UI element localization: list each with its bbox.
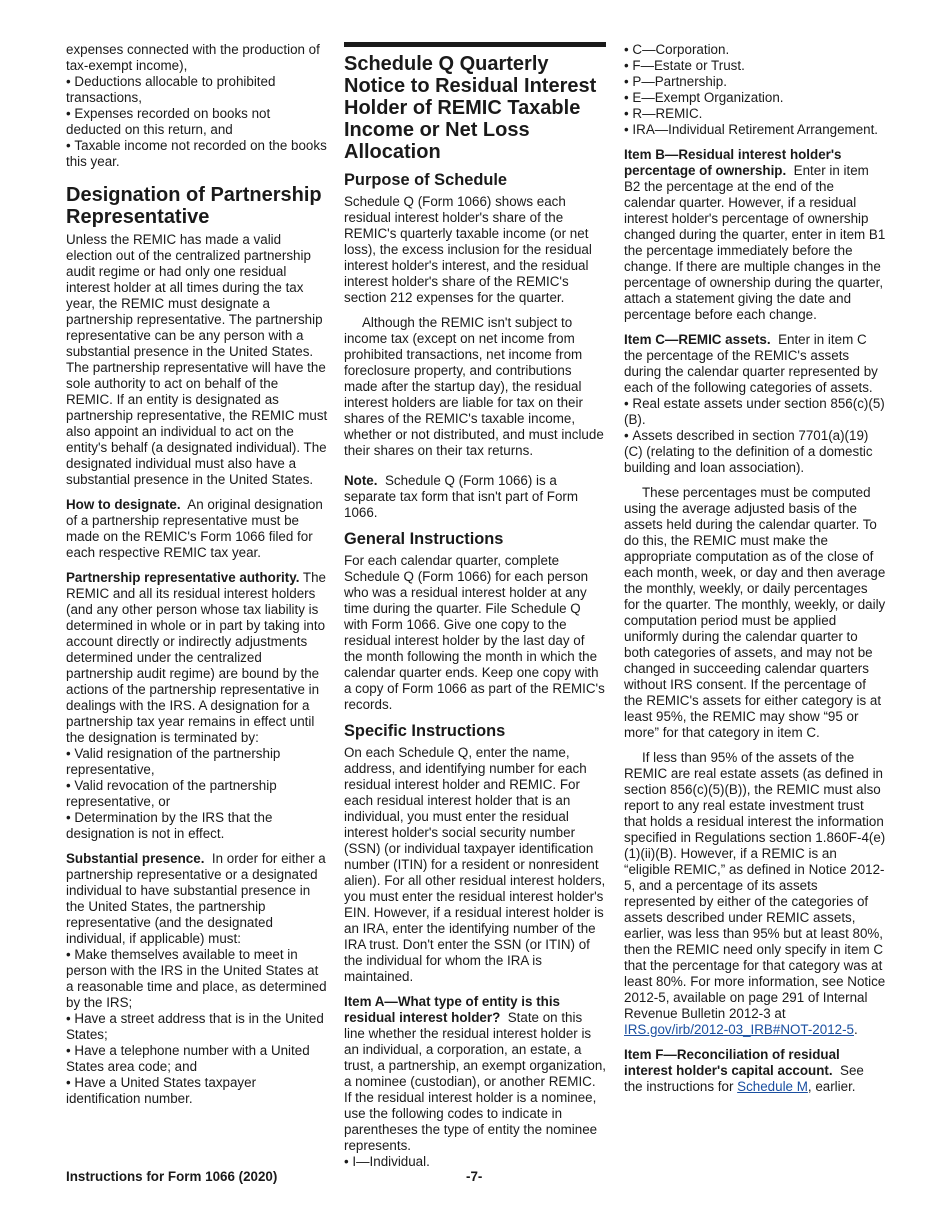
paragraph-item-b xyxy=(624,147,886,323)
bullet-item: • Make themselves available to meet in person with the IRS in the United States at a reasonable time and place, as determined by the IRS; xyxy=(66,947,328,1011)
run-in-heading: Item B—Residual interest holder's percentage of ownership. xyxy=(624,147,842,178)
bullet-item: • Have a United States taxpayer identification number. xyxy=(66,1075,328,1107)
paragraph-text: Enter in item B2 the percentage at the end of the calendar quarter. However, if a residual interest holder's percentage of ownership changed during the quarter, enter in item B1 the percentage immediately before the change. If there are multiple changes in the percentage of ownership during the quarter, attach a statement giving the date and percentage before each change. xyxy=(624,163,886,322)
bullet-item: • Deductions allocable to prohibited transactions, xyxy=(66,74,328,106)
paragraph-substantial-presence xyxy=(66,851,328,947)
paragraph-text: See the instructions for xyxy=(624,1063,864,1094)
bullet-item: • Have a telephone number with a United States area code; and xyxy=(66,1043,328,1075)
run-in-heading: How to designate. xyxy=(66,497,181,512)
paragraph-item-c xyxy=(624,332,886,396)
bullet-item: • C—Corporation. xyxy=(624,42,886,58)
bullet-item: • Determination by the IRS that the designation is not in effect. xyxy=(66,810,328,842)
paragraph-percentages: These percentages must be computed using the average adjusted basis of the assets held during the calendar quarter. To do this, the REMIC must make the appropriate computation as of the close of each month, week, or day and then average the monthly, weekly, or daily percentages for the quarter. The monthly, weekly, or daily computation period must be applied uniformly during the calendar quarter to both categories of assets, and may not be changed in succeeding calendar quarters without IRS consent. If the percentage of the REMIC's assets for either category is at least 95%, the REMIC may show “95 or more” for that category in item C. xyxy=(624,485,886,740)
section-heading-designation: Designation of Partnership Representative xyxy=(66,184,322,228)
paragraph-item-a xyxy=(344,994,606,1154)
paragraph-item-f xyxy=(624,1047,886,1095)
bullet-item: • P—Partnership. xyxy=(624,74,886,90)
subheading-general: General Instructions xyxy=(344,530,504,548)
run-in-heading: Note. xyxy=(344,473,378,488)
schedule-q-title: Schedule Q Quarterly Notice to Residual Interest Holder of REMIC Taxable Income or Net Loss Allocation xyxy=(344,53,597,163)
bullet-item: • R—REMIC. xyxy=(624,106,886,122)
paragraph-text: Enter in item C the percentage of the REMIC's assets during the calendar quarter represented by each of the following categories of assets. xyxy=(624,332,878,395)
bullet-item: • Real estate assets under section 856(c)(5)(B). xyxy=(624,396,886,428)
bullet-item: • E—Exempt Organization. xyxy=(624,90,886,106)
paragraph-text: . xyxy=(854,1022,858,1037)
paragraph-less-than xyxy=(624,750,886,1038)
continued-paragraph: expenses connected with the production of tax-exempt income), xyxy=(66,42,320,73)
schedule-m-link[interactable]: Schedule M xyxy=(737,1079,808,1094)
bullet-item: • Expenses recorded on books not deducted on this return, and xyxy=(66,106,328,138)
footer-title: Instructions for Form 1066 (2020) xyxy=(66,1169,278,1184)
bullet-item: • Valid revocation of the partnership representative, or xyxy=(66,778,328,810)
paragraph-text: Schedule Q (Form 1066) is a separate tax form that isn't part of Form 1066. xyxy=(344,473,579,520)
paragraph-general: For each calendar quarter, complete Schedule Q (Form 1066) for each person who was a residual interest holder at any time during the quarter. File Schedule Q with Form 1066. Give one copy to the residual interest holder by the last day of the month following the month in which the calendar quarter ends. Keep one copy with a copy of Form 1066 as part of the REMIC's records. xyxy=(344,553,605,712)
paragraph-text: The REMIC and all its residual interest holders (and any other person whose tax liability is determined in whole or in part by taking into account directly or indirectly adjustments determined under the centralized partnership audit regime) are bound by the actions of the partnership representative in dealings with the IRS. A designation for a partnership tax year remains in effect until the designation is terminated by: xyxy=(66,570,326,745)
paragraph-text: , earlier. xyxy=(807,1079,856,1094)
column-right xyxy=(624,42,886,1104)
paragraph-how-to-designate xyxy=(66,497,328,561)
bullet-item: • Assets described in section 7701(a)(19)(C) (relating to the definition of a domestic building and loan association). xyxy=(624,428,886,476)
bullet-item: • Valid resignation of the partnership representative, xyxy=(66,746,328,778)
bullet-item: • Have a street address that is in the United States; xyxy=(66,1011,328,1043)
schedule-q-rule xyxy=(344,42,606,163)
subheading-purpose: Purpose of Schedule xyxy=(344,171,508,189)
paragraph-unless: Unless the REMIC has made a valid election out of the centralized partnership audit regime or had only one residual interest holder at all times during the tax year, the REMIC must designate a partnership representative. The partnership representative can be any person with a substantial presence in the United States. The partnership representative will have the sole authority to act on behalf of the REMIC. If an entity is designated as partnership representative, the REMIC must also appoint an individual to act on the entity's behalf (a designated individual). The designated individual must also have a substantial presence in the United States. xyxy=(66,232,328,487)
subheading-specific: Specific Instructions xyxy=(344,722,506,740)
paragraph-specific: On each Schedule Q, enter the name, address, and identifying number for each residual interest holder and REMIC. For each residual interest holder that is an individual, you must enter the residual interest holder's social security number (SSN) (or individual taxpayer identification number (ITIN) for a resident or nonresident alien). For all other residual interest holders, you must enter the residual interest holder's EIN. However, if a residual interest holder is an IRA, enter the identifying number of the IRA trust. Don't enter the SSN (or ITIN) of the individual for whom the IRA is maintained. xyxy=(344,745,606,984)
run-in-heading: Item C—REMIC assets. xyxy=(624,332,771,347)
bullet-item: • F—Estate or Trust. xyxy=(624,58,886,74)
run-in-heading: Item A—What type of entity is this residual interest holder? xyxy=(344,994,561,1025)
run-in-heading: Substantial presence. xyxy=(66,851,205,866)
bullet-item: • I—Individual. xyxy=(344,1154,606,1170)
paragraph-although: Although the REMIC isn't subject to income tax (except on net income from prohibited transactions, net income from foreclosure property, and contributions made after the startup day), the residual interest holders are liable for tax on their shares of the REMIC's taxable income, whether or not distributed, and must include their shares on their tax returns. xyxy=(344,315,604,458)
column-left xyxy=(66,42,328,1107)
page-number: -7- xyxy=(466,1169,483,1184)
column-middle xyxy=(344,42,606,1170)
paragraph-text: An original designation of a partnership representative must be made on the REMIC's Form 1066 filed for each respective REMIC tax year. xyxy=(66,497,323,560)
bullet-item: • Taxable income not recorded on the books this year. xyxy=(66,138,328,170)
run-in-heading: Partnership representative authority. xyxy=(66,570,300,585)
paragraph-text: State on this line whether the residual interest holder is an individual, a corporation, an estate, a trust, a partnership, an exempt organization, a nominee (custodian), or another REMIC. If the residual interest holder is a nominee, use the following codes to indicate in parentheses the type of entity the nominee represents. xyxy=(344,1010,607,1153)
paragraph-text: In order for either a partnership representative or a designated individual to have substantial presence in the United States, the partnership representative (and the designated individual, if applicable) must: xyxy=(66,851,326,946)
irb-link[interactable]: IRS.gov/irb/2012-03_IRB#NOT-2012-5 xyxy=(624,1022,854,1037)
paragraph-authority xyxy=(66,570,328,746)
bullet-item: • IRA—Individual Retirement Arrangement. xyxy=(624,122,886,138)
paragraph-text: If less than 95% of the assets of the REMIC are real estate assets (as defined in section 856(c)(5)(B)), the REMIC must also report to any real estate investment trust that holds a residual interest the information specified in Regulations section 1.860F-4(e)(1)(ii)(B). However, if a REMIC is an “eligible REMIC,” as defined in Notice 2012-5, and a percentage of its assets represented by either of the categories of assets described under REMIC assets, earlier, was less than 95% but at least 80%, then the REMIC need only specify in item C that the percentage for that category was at least 80%. For more information, see Notice 2012-5, available on page 291 of Internal Revenue Bulletin 2012-3 at xyxy=(624,750,886,1021)
paragraph-purpose: Schedule Q (Form 1066) shows each residual interest holder's share of the REMIC's quarterly taxable income (or net loss), the excess inclusion for the residual interest holder's interest, and the residual interest holder's share of the REMIC's section 212 expenses for the quarter. xyxy=(344,194,592,305)
paragraph-note xyxy=(344,473,606,521)
run-in-heading: Item F—Reconciliation of residual interest holder's capital account. xyxy=(624,1047,840,1078)
